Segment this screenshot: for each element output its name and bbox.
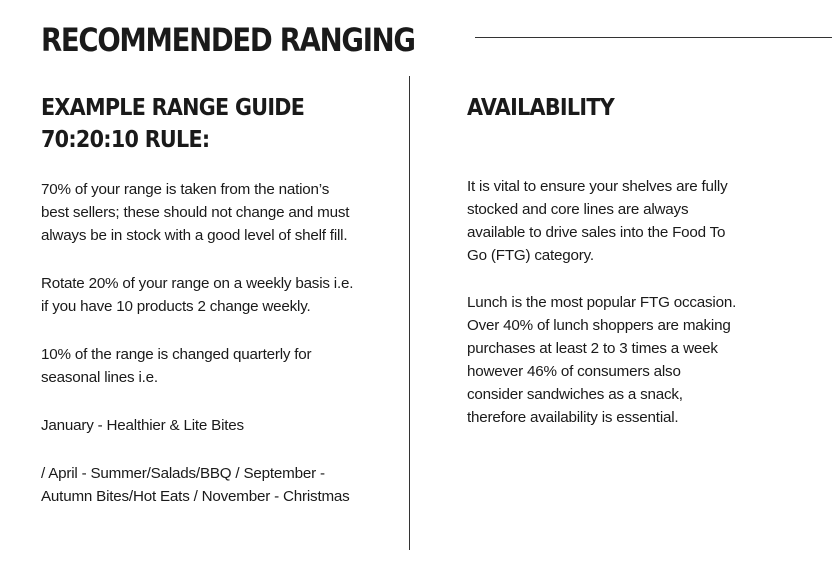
paragraph-line: always be in stock with a good level of shelf fill. — [41, 227, 348, 244]
title-rule — [475, 37, 832, 38]
rotation-paragraph — [41, 272, 396, 318]
paragraph-line: consider sandwiches as a snack, — [467, 386, 683, 403]
paragraph-line: Lunch is the most popular FTG occasion. — [467, 294, 737, 311]
paragraph-line: January - Healthier & Lite Bites — [41, 417, 244, 434]
paragraph-line: purchases at least 2 to 3 times a week — [467, 340, 718, 357]
page-title: RECOMMENDED RANGING — [41, 21, 415, 59]
heading-line: 70:20:10 RULE: — [41, 127, 210, 153]
paragraph-line: therefore availability is essential. — [467, 409, 679, 426]
paragraph-line: if you have 10 products 2 change weekly. — [41, 298, 311, 315]
paragraph-line: Over 40% of lunch shoppers are making — [467, 317, 731, 334]
paragraph-line: best sellers; these should not change and must — [41, 204, 350, 221]
range-guide-section — [41, 92, 396, 508]
paragraph-line: 10% of the range is changed quarterly for — [41, 346, 312, 363]
heading-line: EXAMPLE RANGE GUIDE — [41, 95, 305, 121]
shelves-paragraph — [467, 175, 787, 267]
paragraph-line: It is vital to ensure your shelves are fully — [467, 178, 728, 195]
quarterly-paragraph — [41, 343, 396, 389]
range-guide-heading — [41, 92, 361, 156]
paragraph-line: Autumn Bites/Hot Eats / November - Christmas — [41, 488, 350, 505]
paragraph-line: stocked and core lines are always — [467, 201, 689, 218]
seasonal-calendar-paragraph — [41, 462, 396, 508]
paragraph-line: seasonal lines i.e. — [41, 369, 158, 386]
paragraph-line: Rotate 20% of your range on a weekly basis i.e. — [41, 275, 354, 292]
lunch-paragraph — [467, 291, 787, 429]
paragraph-line: 70% of your range is taken from the nation’s — [41, 181, 330, 198]
availability-section — [467, 92, 787, 429]
best-sellers-paragraph — [41, 178, 396, 247]
january-paragraph — [41, 414, 396, 437]
paragraph-line: available to drive sales into the Food To — [467, 224, 726, 241]
column-divider — [409, 76, 410, 550]
paragraph-line: Go (FTG) category. — [467, 247, 594, 264]
paragraph-line: however 46% of consumers also — [467, 363, 681, 380]
availability-heading: AVAILABILITY — [467, 95, 615, 121]
paragraph-line: / April - Summer/Salads/BBQ / September - — [41, 465, 325, 482]
